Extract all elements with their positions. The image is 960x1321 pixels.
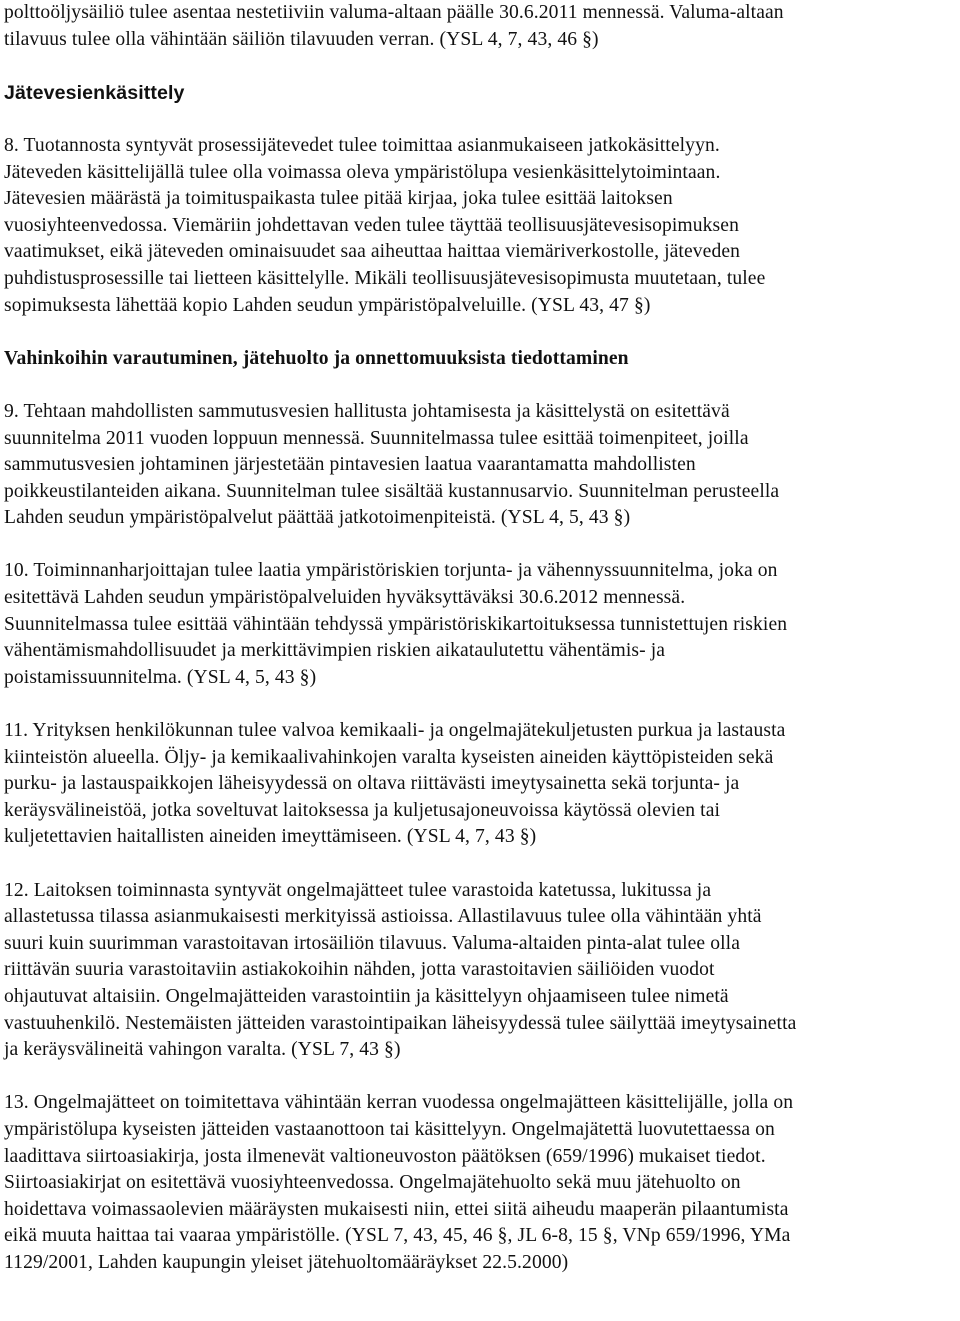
paragraph-line: 9. Tehtaan mahdollisten sammutusvesien hallitusta johtamisesta ja käsittelystä on esitettävä [4, 400, 730, 422]
paragraph-line: Suunnitelmassa tulee esittää vähintään tehdyssä ympäristöriskikartoituksessa tunnistettujen riskien [4, 613, 788, 635]
paragraph-line: kiinteistön alueella. Öljy- ja kemikaalivahinkojen varalta kyseisten aineiden käyttöpisteiden sekä [4, 746, 774, 768]
paragraph-line: laadittava siirtoasiakirja, josta ilmenevät valtioneuvoston päätöksen (659/1996) mukaiset tiedot. [4, 1145, 766, 1167]
paragraph-line: vaatimukset, eikä jäteveden ominaisuudet saa aiheuttaa haittaa viemäriverkostolle, jäteveden [4, 241, 741, 263]
paragraph-line: allastetussa tilassa asianmukaisesti merkityissä astioissa. Allastilavuus tulee olla vähintään yhtä [4, 906, 762, 928]
paragraph-line: 10. Toiminnanharjoittajan tulee laatia ympäristöriskien torjunta- ja vähennyssuunnitelma, joka on [4, 560, 778, 582]
paragraph-line: 13. Ongelmajätteet on toimitettava vähintään kerran vuodessa ongelmajätteen käsittelijälle, jolla on [4, 1092, 794, 1114]
paragraph-line: eikä muuta haittaa tai vaaraa ympäristölle. (YSL 7, 43, 45, 46 §, JL 6-8, 15 §, VNp 659/1996, YMa [4, 1225, 791, 1247]
document-page [4, 0, 956, 1277]
paragraph-8 [4, 133, 956, 319]
paragraph-10 [4, 558, 956, 691]
paragraph-line: poistamissuunnitelma. (YSL 4, 5, 43 §) [4, 666, 317, 688]
paragraph-line: sammutusvesien johtaminen järjestetään pintavesien laatua vaarantamatta mahdollisten [4, 454, 696, 476]
paragraph-line: Jäteveden käsittelijällä tulee olla voimassa oleva ympäristölupa vesienkäsittelytoimintaan. [4, 161, 721, 183]
paragraph-line: Lahden seudun ympäristöpalvelut päättää jatkotoimenpiteistä. (YSL 4, 5, 43 §) [4, 507, 631, 529]
paragraph-line: 8. Tuotannosta syntyvät prosessijätevedet tulee toimittaa asianmukaiseen jatkokäsittelyyn. [4, 134, 720, 156]
paragraph-line: suuri kuin suurimman varastoitavan irtosäiliön tilavuus. Valuma-altaiden pinta-alat tulee olla [4, 932, 741, 954]
paragraph-line: kuljetettavien haitallisten aineiden imeyttämiseen. (YSL 4, 7, 43 §) [4, 826, 537, 848]
paragraph-line: puhdistusprosessille tai lietteen käsittelylle. Mikäli teollisuusjätevesisopimusta muutetaan, tulee [4, 267, 766, 289]
paragraph-line: 12. Laitoksen toiminnasta syntyvät ongelmajätteet tulee varastoida katetussa, lukitussa ja [4, 879, 712, 901]
paragraph-11 [4, 718, 956, 851]
paragraph-line: esitettävä Lahden seudun ympäristöpalveluiden hyväksyttäväksi 30.6.2012 mennessä. [4, 587, 686, 609]
section-heading-wastewater: Jätevesienkäsittely [4, 81, 185, 104]
paragraph-12 [4, 878, 956, 1064]
paragraph-line: riittävän suuria varastoitaviin astiakokoihin nähden, jotta varastoitavien säiliöiden vuodot [4, 959, 715, 981]
paragraph-9 [4, 399, 956, 532]
paragraph-line: Jätevesien määrästä ja toimituspaikasta tulee pitää kirjaa, joka tulee esittää laitoksen [4, 188, 673, 210]
paragraph-line: vastuuhenkilö. Nestemäisten jätteiden varastointipaikan läheisyydessä tulee säilyttää imeytysainetta [4, 1012, 797, 1034]
paragraph-13 [4, 1090, 956, 1276]
paragraph-line: keräysvälineistöä, jotka soveltuvat laitoksessa ja kuljetusajoneuvoissa käytössä olevien tai [4, 799, 721, 821]
paragraph-line: poikkeustilanteiden aikana. Suunnitelman tulee sisältää kustannusarvio. Suunnitelman perusteella [4, 480, 780, 502]
paragraph-line: sopimuksesta lähettää kopio Lahden seudun ympäristöpalveluille. (YSL 43, 47 §) [4, 294, 651, 316]
section-heading-damages: Vahinkoihin varautuminen, jätehuolto ja onnettomuuksista tiedottaminen [4, 347, 629, 369]
intro-line: tilavuus tulee olla vähintään säiliön tilavuuden verran. (YSL 4, 7, 43, 46 §) [4, 28, 599, 50]
paragraph-line: vähentämismahdollisuudet ja merkittävimpien riskien aikataulutettu vähentämis- ja [4, 640, 666, 662]
paragraph-line: vuosiyhteenvedossa. Viemäriin johdettavan veden tulee täyttää teollisuusjätevesisopimuksen [4, 214, 739, 236]
paragraph-line: hoidettava voimassaolevien määräysten mukaisesti niin, ettei siitä aiheudu maaperän pilaantumista [4, 1198, 789, 1220]
paragraph-line: purku- ja lastauspaikkojen läheisyydessä on oltava riittävästi imeytysainetta sekä torjunta- ja [4, 773, 740, 795]
intro-line: polttoöljysäiliö tulee asentaa nestetiiviin valuma-altaan päälle 30.6.2011 mennessä. Valuma-altaan [4, 2, 784, 23]
intro-paragraph [4, 0, 956, 53]
paragraph-line: 1129/2001, Lahden kaupungin yleiset jätehuoltomääräykset 22.5.2000) [4, 1251, 569, 1273]
paragraph-line: Siirtoasiakirjat on esitettävä vuosiyhteenvedossa. Ongelmajätehuolto sekä muu jätehuolto on [4, 1172, 741, 1194]
paragraph-line: suunnitelma 2011 vuoden loppuun mennessä. Suunnitelmassa tulee esittää toimenpiteet, joilla [4, 427, 749, 449]
paragraph-line: ympäristölupa kyseisten jätteiden vastaanottoon tai käsittelyyn. Ongelmajätettä luovutettaessa on [4, 1118, 775, 1140]
paragraph-line: 11. Yrityksen henkilökunnan tulee valvoa kemikaali- ja ongelmajätekuljetusten purkua ja lastausta [4, 720, 786, 742]
paragraph-line: ohjautuvat altaisiin. Ongelmajätteiden varastointiin ja käsittelyyn ohjaamiseen tulee nimetä [4, 985, 729, 1007]
paragraph-line: ja keräysvälineitä vahingon varalta. (YSL 7, 43 §) [4, 1039, 401, 1061]
